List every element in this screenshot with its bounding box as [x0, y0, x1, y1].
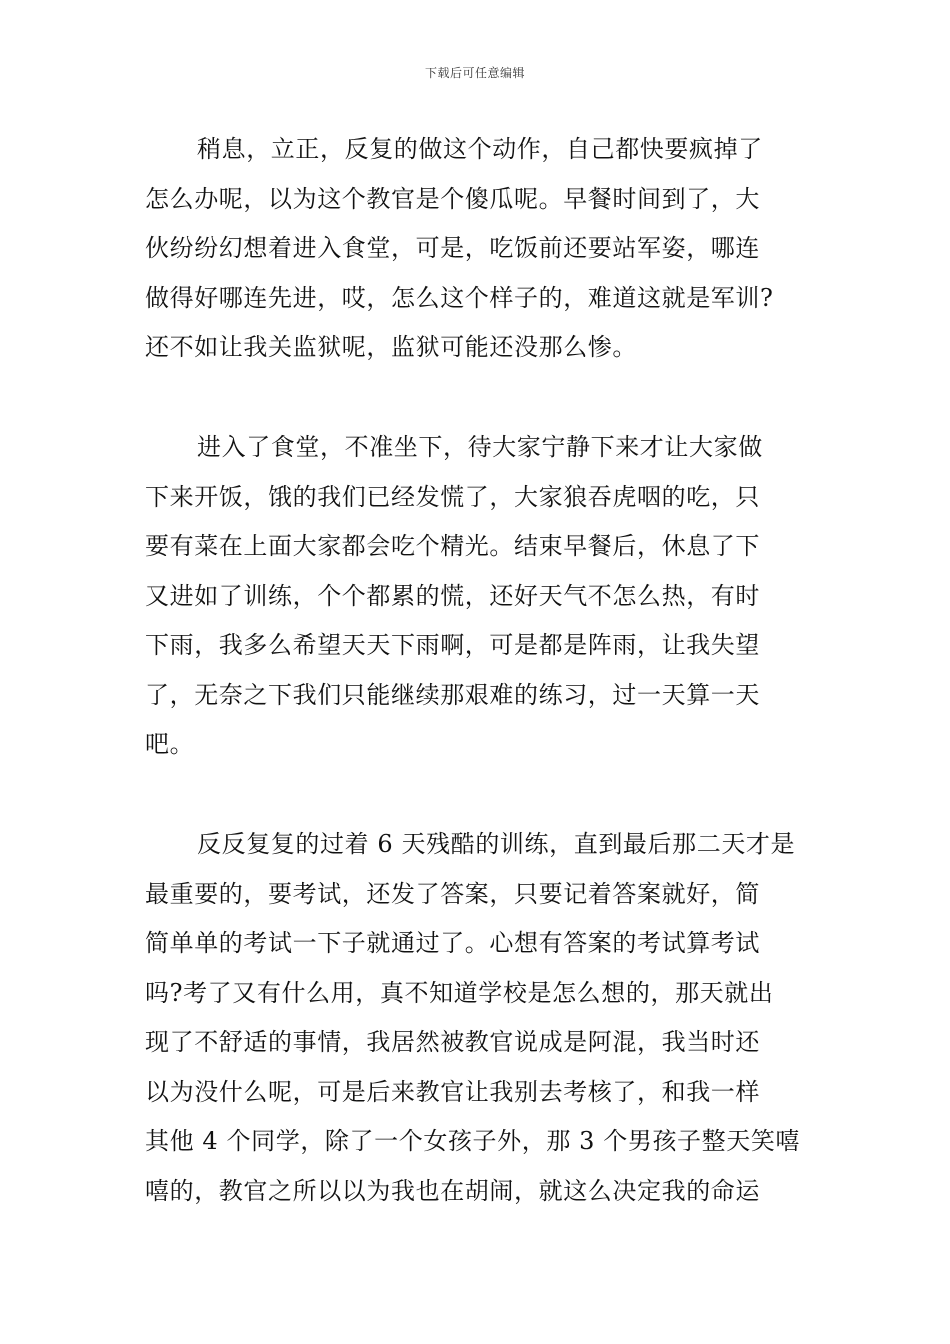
- paragraph-2-text: 进入了食堂，不准坐下，待大家宁静下来才让大家做 下来开饭，饿的我们已经发慌了，大家狼吞虎咽的吃，只 要有菜在上面大家都会吃个精光。结束早餐后，休息了下 又进如了训练，个个都累的慌，还好天气不怎么热，有时 下雨，我多么希望天天下雨啊，可是都是阵雨，让我失望 了，无奈之下我们只能继续那艰难的练习，过一天算一天 吧。: [145, 433, 763, 758]
- page-header: 下载后可任意编辑: [424, 66, 525, 80]
- body-paragraph-3: [145, 820, 810, 1216]
- paragraph-1-text: 稍息，立正，反复的做这个动作，自己都快要疯掉了 怎么办呢，以为这个教官是个傻瓜呢。早餐时间到了，大 伙纷纷幻想着进入食堂，可是，吃饭前还要站军姿，哪连 做得好哪连先进，哎，怎么这个样子的，难道这就是军训? 还不如让我关监狱呢，监狱可能还没那么惨。: [145, 135, 774, 361]
- body-paragraph-2: [145, 423, 810, 770]
- paragraph-3-text: 反反复复的过着 6 天残酷的训练，直到最后那二天才是 最重要的，要考试，还发了答案，只要记着答案就好，简 简单单的考试一下子就通过了。心想有答案的考试算考试 吗?考了又有什么用，真不知道学校是怎么想的，那天就出 现了不舒适的事情，我居然被教官说成是阿混，我当时还 以为没什么呢，可是后来教官让我别去考核了，和我一样 其他 4 个同学，除了一个女孩子外，那 3 个男孩子整天笑嘻 嘻的，教官之所以以为我也在胡闹，就这么决定我的命运: [145, 830, 801, 1205]
- body-paragraph-1: [145, 125, 810, 373]
